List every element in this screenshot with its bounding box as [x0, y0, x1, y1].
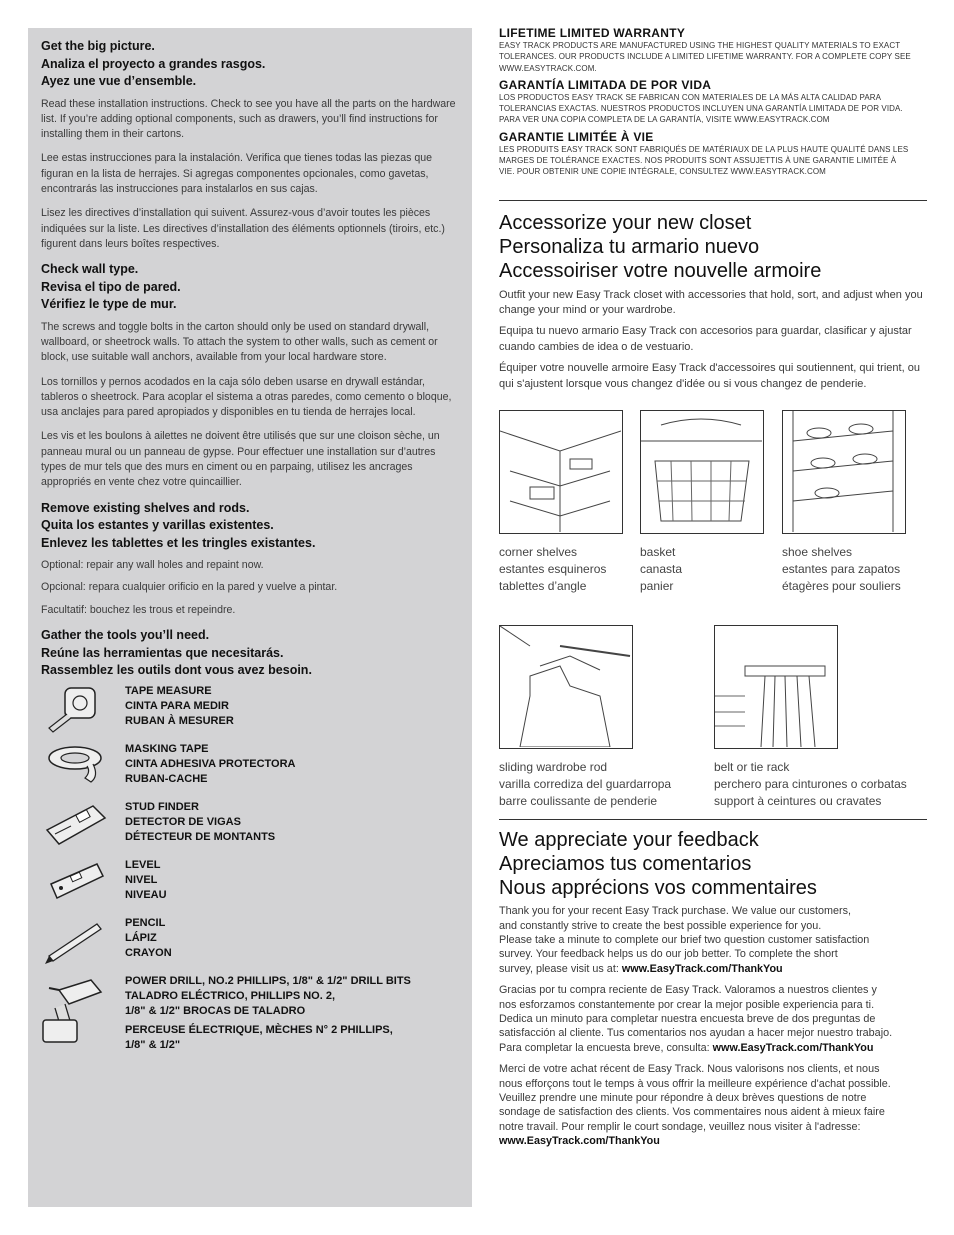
tool-item — [41, 858, 461, 916]
accessory-caption: basket canasta panier — [640, 545, 683, 594]
tool-label: STUD FINDER DETECTOR DE VIGAS DÉTECTEUR DE MONTANTS — [125, 800, 276, 843]
section-heading: Remove existing shelves and rods. Quita los estantes y varillas existentes. Enlevez les tablettes et les tringles existantes. — [41, 500, 316, 550]
accessorize-section — [499, 211, 927, 825]
thank-you-link[interactable]: www.EasyTrack.com/ThankYou — [621, 962, 783, 975]
tool-item — [41, 916, 461, 974]
accessory-caption: shoe shelves estantes para zapatos étagères pour souliers — [782, 545, 901, 594]
thank-you-link[interactable]: www.EasyTrack.com/ThankYou — [499, 1135, 660, 1148]
tool-label: MASKING TAPE CINTA ADHESIVA PROTECTORA RUBAN-CACHE — [125, 742, 296, 785]
power-drill-icon — [41, 978, 109, 1048]
warranty-section — [499, 26, 927, 178]
paragraph: Outfit your new Easy Track closet with accessories that hold, sort, and adjust when you change your mind or your wardrobe. — [499, 288, 923, 317]
warranty-text: EASY TRACK PRODUCTS ARE MANUFACTURED USING THE HIGHEST QUALITY MATERIALS TO EXACT TOLERANCES. OUR PRODUCTS INCLUDE A LIMITED LIFETIME WARRANTY. FOR A COMPLETE COPY SEE WWW.EASYTRACK.COM. — [499, 41, 911, 73]
belt-or-tie-rack-image — [714, 625, 838, 749]
accessory-caption: sliding wardrobe rod varilla corrediza del guardarropa barre coulissante de penderie — [499, 760, 672, 809]
stud-finder-icon — [41, 800, 109, 854]
section-heading: Get the big picture. Analiza el proyecto a grandes rasgos. Ayez une vue d’ensemble. — [41, 39, 266, 88]
section-gather-tools — [41, 627, 461, 1064]
section-remove-shelves — [41, 500, 461, 618]
masking-tape-icon — [41, 742, 109, 796]
paragraph: Los tornillos y pernos acodados en la caja sólo deben usarse en drywall estándar, tableros o sheetrock. Para acoplar el sistema a otras paredes, como cemento o bloque, usa anclajes para pared apropiados y disponibles en tu tienda de herrajes local. — [41, 375, 452, 419]
tool-label: LEVEL NIVEL NIVEAU — [125, 858, 167, 901]
level-icon — [41, 858, 109, 912]
paragraph: Facultatif: bouchez les trous et repeindre. — [41, 603, 236, 616]
section-heading: Accessorize your new closet Personaliza tu armario nuevo Accessoiriser votre nouvelle armoire — [499, 211, 822, 282]
tool-label: POWER DRILL, NO.2 PHILLIPS, 1/8" & 1/2" DRILL BITS TALADRO ELÉCTRICO, PHILLIPS NO. 2, 1/8" & 1/2" BROCAS DE TALADRO PERCEUSE ÉLECTRIQUE, MÈCHES N° 2 PHILLIPS, 1/8" & 1/2" — [125, 974, 411, 1051]
accessory-caption: belt or tie rack perchero para cinturones o corbatas support à ceintures ou cravates — [714, 760, 907, 809]
section-wall-type — [41, 261, 461, 490]
tool-item — [41, 800, 461, 858]
warranty-title: GARANTIE LIMITÉE À VIE — [499, 129, 654, 144]
warranty-text: LES PRODUITS EASY TRACK SONT FABRIQUÉS DE MATÉRIAUX DE LA PLUS HAUTE QUALITÉ DANS LES MARGES DE TOLÉRANCE EXACTES. NOS PRODUITS SONT ASSUJETTIS À UNE GARANTIE LIMITÉE À VIE. POUR OBTENIR UNE COPIE INTÉGRALE, CONSULTEZ WWW.EASYTRACK.COM — [499, 144, 909, 177]
paragraph: Lisez les directives d’installation qui suivent. Assurez-vous d’avoir toutes les pièces indiquées sur la liste. Les directives d’installation des éléments optionnels (tiroirs, etc.) figurent dans leurs boîtes respectives. — [41, 207, 445, 250]
tool-item — [41, 684, 461, 742]
thank-you-link[interactable]: www.EasyTrack.com/ThankYou — [712, 1041, 874, 1054]
paragraph: Thank you for your recent Easy Track purchase. We value our customers, and constantly strive to create the best possible experience for you. Please take a minute to complete our brief two question customer satisfaction survey. Your feedback helps us do our job better. To complete the short survey, please visit us at: www.EasyTrack.com/ThankYou — [499, 905, 870, 975]
warranty-title: LIFETIME LIMITED WARRANTY — [499, 26, 686, 40]
paragraph: Optional: repair any wall holes and repaint now. — [41, 559, 264, 572]
feedback-section — [499, 828, 927, 1149]
section-heading: Gather the tools you’ll need. Reúne las herramientas que necesitarás. Rassemblez les outils dont vous avez besoin. — [41, 628, 312, 678]
accessory-caption: corner shelves estantes esquineros tablettes d’angle — [499, 545, 607, 594]
right-column — [499, 26, 927, 1149]
sliding-wardrobe-rod-image — [499, 625, 633, 749]
paragraph: Read these installation instructions. Check to see you have all the parts on the hardware list. If you’re adding optional components, such as drawers, you’ll find instructions for installing them in their cartons. — [41, 97, 456, 141]
tool-item — [41, 742, 461, 800]
section-big-picture — [41, 38, 461, 252]
shoe-shelves-image — [782, 410, 906, 534]
accessory-row — [499, 410, 927, 610]
basket-image — [640, 410, 764, 534]
accessory-row — [499, 625, 927, 825]
tool-label: TAPE MEASURE CINTA PARA MEDIR RUBAN À MESURER — [125, 684, 234, 727]
paragraph: Equipa tu nuevo armario Easy Track con accesorios para guardar, clasificar y ajustar cuando cambies de idea o de vestuario. — [499, 325, 912, 353]
paragraph: Opcional: repara cualquier orificio en la pared y vuelve a pintar. — [41, 581, 338, 594]
paragraph: Les vis et les boulons à ailettes ne doivent être utilisés que sur une cloison sèche, un panneau mural ou un panneau de gypse. Pour effectuer une installation sur d’autres types de mur tels que des murs en ciment ou en parpaing, utilisez les ancrages appropriés en vente chez votre quincaillier. — [41, 430, 440, 489]
instructions-panel — [28, 28, 472, 1207]
corner-shelves-image — [499, 410, 623, 534]
warranty-block — [499, 78, 927, 126]
section-heading: Check wall type. Revisa el tipo de pared. Vérifiez le type de mur. — [41, 262, 181, 312]
tape-measure-icon — [41, 684, 109, 738]
paragraph: Merci de votre achat récent de Easy Track. Nous valorisons nos clients, et nous nous efforçons tout le temps à vous offrir la meilleure expérience d'achat possible. Veuillez prendre une minute pour répondre à deux brèves questions de notre sondage de satisfaction des clients. Vos commentaires nous aident à mieux faire notre travail. Pour remplir le court sondage, veuillez nous visiter à l'adresse: www.EasyTrack.com/ThankYou — [499, 1063, 891, 1148]
pencil-icon — [41, 916, 109, 970]
tool-label: PENCIL LÁPIZ CRAYON — [125, 916, 172, 959]
warranty-block — [499, 26, 927, 74]
tool-item — [41, 974, 461, 1064]
section-heading: We appreciate your feedback Apreciamos tus comentarios Nous apprécions vos commentaires — [499, 829, 817, 900]
paragraph: The screws and toggle bolts in the carton should only be used on standard drywall, wallboard, or sheetrock walls. To attach the system to other walls, such as cement or block, use suitable wall anchors, available from your local hardware store. — [41, 320, 438, 364]
paragraph: Équiper votre nouvelle armoire Easy Track d'accessoires qui soutiennent, qui trient, ou qui s'ajustent lorsque vous changez d'idée ou si vous changez de penderie. — [499, 362, 920, 390]
warranty-text: LOS PRODUCTOS EASY TRACK SE FABRICAN CON MATERIALES DE LA MÁS ALTA CALIDAD PARA TOLERANCIAS EXACTAS. NUESTROS PRODUCTOS INCLUYEN UNA GARANTÍA LIMITADA DE POR VIDA. PARA VER UNA COPIA COMPLETA DE LA GARANTÍA, VISITE WWW.EASYTRACK.COM — [499, 92, 903, 125]
paragraph: Lee estas instrucciones para la instalación. Verifica que tienes todas las piezas que figuran en la lista de herrajes. Si agregas componentes opcionales, como gavetas, encontrarás las instrucciones para instalarlos en sus cajas. — [41, 152, 433, 195]
divider — [499, 200, 927, 201]
warranty-block — [499, 130, 927, 178]
paragraph: Gracias por tu compra reciente de Easy Track. Valoramos a nuestros clientes y nos esforzamos constantemente por crear la mejor posible experiencia para ti. Dedica un minuto para completar nuestra encuesta breve de dos preguntas de satisfacción al cliente. Tus comentarios nos ayudan a hacer mejor nuestro trabajo. Para completar la encuesta breve, consulta: www.EasyTrack.com/ThankYou — [499, 984, 893, 1054]
tool-list — [41, 684, 461, 1064]
warranty-title: GARANTÍA LIMITADA DE POR VIDA — [499, 77, 712, 92]
